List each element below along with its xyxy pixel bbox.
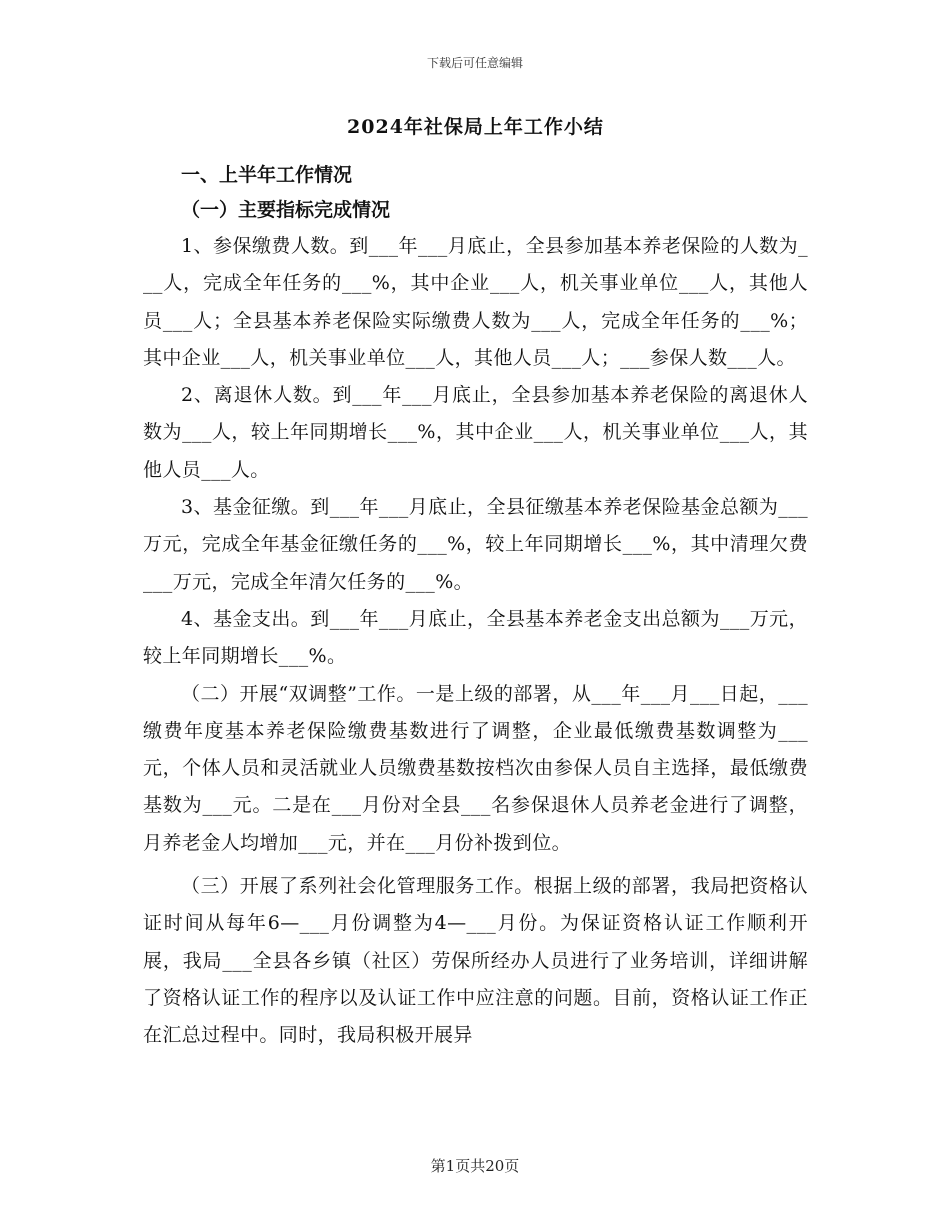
document-body — [143, 112, 808, 1055]
section-heading-first-half: 一、上半年工作情况 — [181, 164, 353, 186]
page-number-footer: 第1页共20页 — [430, 1157, 520, 1175]
document-title: 2024年社保局上年工作小结 — [347, 116, 604, 138]
paragraph-insured-payers: 1、参保缴费人数。到___年___月底止，全县参加基本养老保险的人数为___人，完成全年任务的___%，其中企业___人，机关事业单位___人，其他人员___人；全县基本养老保险实际缴费人数为___人，完成全年任务的___%；其中企业___人，机关事业单位___人，其他人员___人；___参保人数___人。 — [143, 235, 808, 369]
paragraph-fund-expenditure: 4、基金支出。到___年___月底止，全县基本养老金支出总额为___万元，较上年同期增长___%。 — [143, 607, 808, 668]
paragraph-double-adjustment: （二）开展“双调整”工作。一是上级的部署，从___年___月___日起，___缴费年度基本养老保险缴费基数进行了调整，企业最低缴费基数调整为___元，个体人员和灵活就业人员缴费基数按档次由参保人员自主选择，最低缴费基数为___元。二是在___月份对全县___名参保退休人员养老金进行了调整，月养老金人均增加___元，并在___月份补拨到位。 — [143, 682, 808, 854]
header-note: 下载后可任意编辑 — [426, 56, 523, 70]
paragraph-fund-collection: 3、基金征缴。到___年___月底止，全县征缴基本养老保险基金总额为___万元，完成全年基金征缴任务的___%，较上年同期增长___%，其中清理欠费___万元，完成全年清欠任务的___%。 — [143, 496, 808, 593]
subsection-heading-indicators: （一）主要指标完成情况 — [181, 199, 391, 221]
paragraph-retirees: 2、离退休人数。到___年___月底止，全县参加基本养老保险的离退休人数为___人，较上年同期增长___%，其中企业___人，机关事业单位___人，其他人员___人。 — [143, 384, 808, 481]
paragraph-social-management: （三）开展了系列社会化管理服务工作。根据上级的部署，我局把资格认证时间从每年6—___月份调整为4—___月份。为保证资格认证工作顺利开展，我局___全县各乡镇（社区）劳保所经办人员进行了业务培训，详细讲解了资格认证工作的程序以及认证工作中应注意的问题。目前，资格认证工作正在汇总过程中。同时，我局积极开展异 — [143, 875, 808, 1047]
